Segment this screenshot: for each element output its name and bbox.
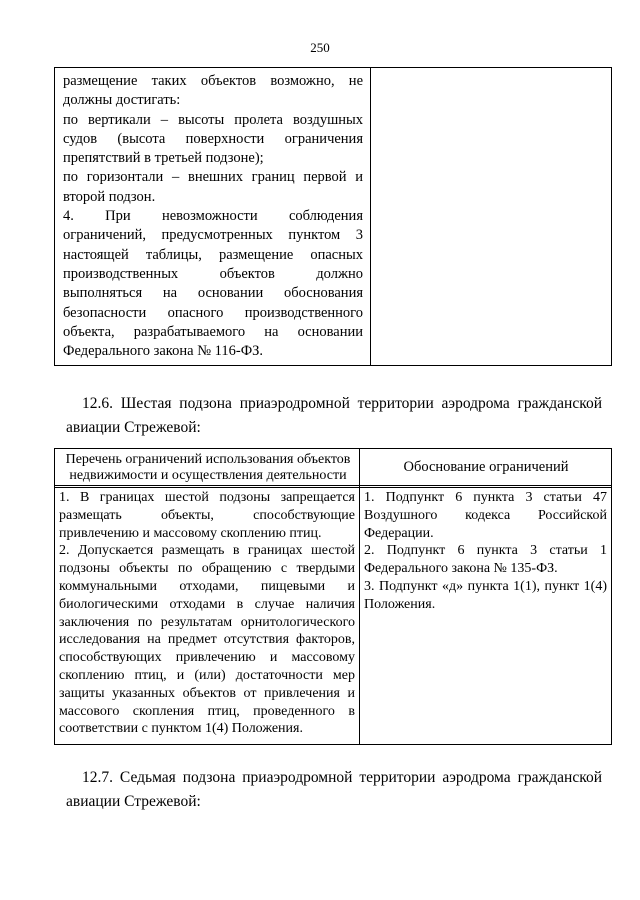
column-header-restrictions: Перечень ограничений использования объектов недвижимости и осуществления деятельности xyxy=(65,452,351,483)
section-12-6-line2: авиации Стрежевой: xyxy=(66,419,201,436)
justification-item: 2. Подпункт 6 пункта 3 статьи 1 Федерального закона № 135-ФЗ. xyxy=(364,543,607,577)
header-divider xyxy=(55,485,611,486)
section-12-6-line1: 12.6. Шестая подзона приаэродромной территории аэродрома гражданской xyxy=(82,395,602,412)
table1-left-cell xyxy=(63,72,363,361)
section-12-7-line1: 12.7. Седьмая подзона приаэродромной территории аэродрома гражданской xyxy=(82,769,602,786)
column-divider xyxy=(370,68,371,365)
table1-paragraph: по вертикали – высоты пролета воздушных судов (высота поверхности ограничения препятствий в третьей подзоне); xyxy=(63,111,363,167)
table1-paragraph: размещение таких объектов возможно, не должны достигать: xyxy=(63,73,363,109)
restriction-item: 1. В границах шестой подзоны запрещается размещать объекты, способствующие привлечению и массовому скоплению птиц. xyxy=(59,490,355,541)
justification-item: 3. Подпункт «д» пункта 1(1), пункт 1(4) Положения. xyxy=(364,578,607,612)
sixth-subzone-table xyxy=(54,448,612,745)
restriction-item: 2. Допускается размещать в границах шестой подзоны объекты по обращению с твердыми коммунальными отходами, пищевыми и биологическими отходами в случае наличия заключения по результатам орнитологического исследования на предмет отсутствия факторов, способствующих привлечению и массовому скоплению птиц, и (или) достаточности мер защиты указанных объектов от привлечения и массового скопления птиц, проведенного в соответствии с пунктом 1(4) Положения. xyxy=(59,543,355,737)
justification-cell xyxy=(364,489,607,614)
header-divider-double xyxy=(55,487,611,488)
table1-paragraph: по горизонтали – внешних границ первой и второй подзон. xyxy=(63,169,363,205)
section-12-6-heading xyxy=(66,392,602,440)
column-divider xyxy=(359,449,360,744)
section-12-7-line2: авиации Стрежевой: xyxy=(66,793,201,810)
page-number: 250 xyxy=(310,40,330,55)
restrictions-cell xyxy=(59,489,355,738)
restrictions-table-continued xyxy=(54,67,612,366)
column-header-justification: Обоснование ограничений xyxy=(403,459,569,475)
justification-item: 1. Подпункт 6 пункта 3 статьи 47 Воздушного кодекса Российской Федерации. xyxy=(364,490,607,541)
section-12-7-heading xyxy=(66,766,602,814)
table1-paragraph: 4. При невозможности соблюдения ограничений, предусмотренных пунктом 3 настоящей таблицы, размещение опасных производственных объектов должно выполняться на основании обоснования безопасности опасного производственного объекта, разрабатываемого на основании Федерального закона № 116-ФЗ. xyxy=(63,208,363,360)
